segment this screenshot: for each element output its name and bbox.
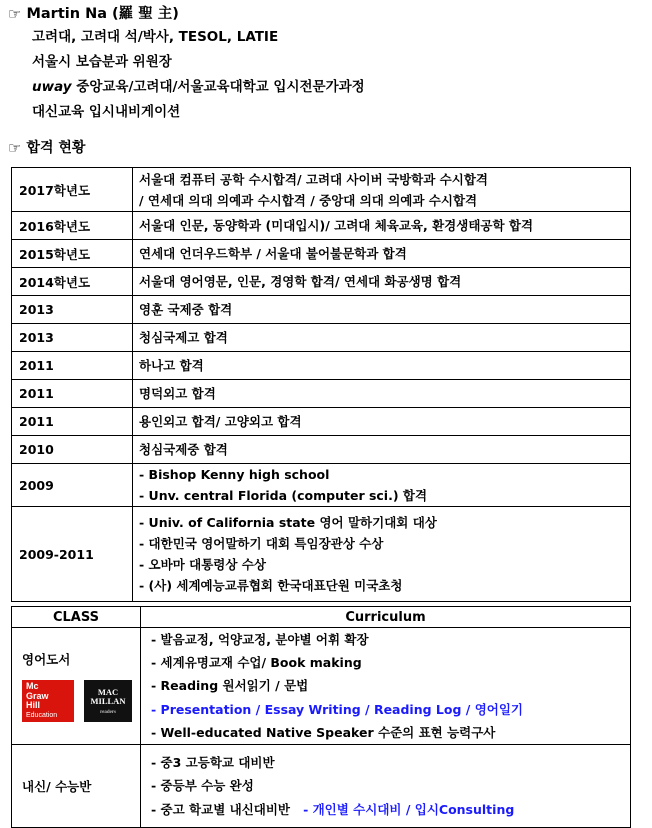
record-line: 연세대 언더우드학부 / 서울대 불어불문학과 합격 bbox=[139, 246, 407, 261]
curriculum-item: - 세계유명교재 수업/ Book making bbox=[151, 655, 362, 671]
class-label: 내신/ 수능반 bbox=[22, 779, 92, 795]
pointing-hand-icon: ☞ bbox=[8, 139, 22, 157]
record-line: 서울대 영어영문, 인문, 경영학 합격/ 연세대 화공생명 합격 bbox=[139, 274, 462, 289]
record-detail bbox=[133, 168, 631, 212]
record-line: - 오바마 대통령상 수상 bbox=[139, 557, 266, 572]
record-row bbox=[12, 212, 631, 240]
record-detail bbox=[133, 268, 631, 296]
record-line: / 연세대 의대 의예과 수시합격 / 중앙대 의대 의예과 수시합격 bbox=[139, 192, 478, 208]
record-detail bbox=[133, 212, 631, 240]
curriculum-item: - Well-educated Native Speaker 수준의 표현 능력구사 bbox=[151, 724, 496, 740]
admission-records-table bbox=[11, 167, 631, 602]
record-detail bbox=[133, 464, 631, 507]
record-row bbox=[12, 168, 631, 212]
publisher-logos bbox=[22, 680, 140, 722]
record-line: 청심국제중 합격 bbox=[139, 442, 228, 457]
record-year: 2011 bbox=[12, 380, 133, 408]
bio-credential: 고려대, 고려대 석/박사, TESOL, LATIE bbox=[32, 29, 279, 45]
record-row bbox=[12, 240, 631, 268]
curriculum-header-row bbox=[12, 607, 631, 628]
record-line: - Bishop Kenny high school bbox=[139, 467, 330, 482]
record-year: 2016학년도 bbox=[12, 212, 133, 240]
record-line: - 대한민국 영어말하기 대회 특임장관상 수상 bbox=[139, 536, 384, 551]
record-line: 명덕외고 합격 bbox=[139, 386, 216, 401]
record-detail bbox=[133, 408, 631, 436]
curriculum-item-highlight: - Presentation / Essay Writing / Reading Log / 영어일기 bbox=[151, 701, 523, 717]
record-row bbox=[12, 507, 631, 602]
record-detail bbox=[133, 436, 631, 464]
mcgraw-hill-logo: Mc Graw Hill Education bbox=[22, 680, 74, 722]
record-year: 2010 bbox=[12, 436, 133, 464]
records-title: 합격 현황 bbox=[26, 140, 86, 156]
record-detail bbox=[133, 507, 631, 602]
records-section-title bbox=[8, 137, 85, 159]
record-row bbox=[12, 464, 631, 507]
record-line: 하나고 합격 bbox=[139, 358, 204, 373]
record-line: - (사) 세계예능교류협회 한국대표단원 미국초청 bbox=[139, 578, 403, 593]
bio-credential: 대신교육 입시내비게이션 bbox=[32, 104, 181, 120]
record-line: - Univ. of California state 영어 말하기대회 대상 bbox=[139, 515, 437, 530]
class-cell bbox=[12, 745, 141, 828]
record-row bbox=[12, 268, 631, 296]
pointing-hand-icon: ☞ bbox=[8, 5, 22, 23]
record-row bbox=[12, 352, 631, 380]
record-year: 2013 bbox=[12, 324, 133, 352]
class-header: CLASS bbox=[12, 607, 141, 628]
record-line: 용인외고 합격/ 고양외고 합격 bbox=[139, 414, 302, 429]
curriculum-header: Curriculum bbox=[141, 607, 631, 628]
curriculum-row bbox=[12, 745, 631, 828]
record-detail bbox=[133, 240, 631, 268]
record-detail bbox=[133, 352, 631, 380]
record-detail bbox=[133, 296, 631, 324]
curriculum-item: - 중등부 수능 완성 bbox=[151, 778, 254, 794]
bio-credential: 서울시 보습분과 위원장 bbox=[32, 54, 172, 70]
record-line: - Unv. central Florida (computer sci.) 합격 bbox=[139, 488, 428, 503]
record-detail bbox=[133, 324, 631, 352]
class-cell bbox=[12, 628, 141, 745]
record-year: 2014학년도 bbox=[12, 268, 133, 296]
record-line: 영훈 국제중 합격 bbox=[139, 302, 233, 317]
curriculum-item: - Reading 원서읽기 / 문법 bbox=[151, 678, 309, 694]
record-line: 서울대 컴퓨터 공학 수시합격/ 고려대 사이버 국방학과 수시합격 bbox=[139, 171, 488, 187]
record-row bbox=[12, 296, 631, 324]
curriculum-table bbox=[11, 606, 631, 828]
record-row bbox=[12, 436, 631, 464]
record-line: 청심국제고 합격 bbox=[139, 330, 228, 345]
bio-name: Martin Na (羅 聖 主) bbox=[26, 6, 179, 22]
uway-logo-text: uway bbox=[32, 79, 72, 95]
curriculum-item: - 중3 고등학교 대비반 bbox=[151, 755, 275, 771]
class-label: 영어도서 bbox=[22, 652, 71, 667]
curriculum-items-cell bbox=[141, 628, 631, 745]
bio-credential: uway 중앙교육/고려대/서울교육대학교 입시전문가과정 bbox=[32, 79, 365, 95]
record-row bbox=[12, 380, 631, 408]
record-detail bbox=[133, 380, 631, 408]
record-row bbox=[12, 408, 631, 436]
record-year: 2009 bbox=[12, 464, 133, 507]
curriculum-items-cell bbox=[141, 745, 631, 828]
record-year: 2011 bbox=[12, 352, 133, 380]
record-year: 2017학년도 bbox=[12, 168, 133, 212]
record-row bbox=[12, 324, 631, 352]
curriculum-item: - 중고 학교별 내신대비반 - 개인별 수시대비 / 입시Consulting bbox=[151, 801, 515, 817]
curriculum-item: - 발음교정, 억양교정, 분야별 어휘 확장 bbox=[151, 632, 369, 647]
record-year: 2009-2011 bbox=[12, 507, 133, 602]
record-year: 2015학년도 bbox=[12, 240, 133, 268]
bio-section bbox=[8, 4, 648, 125]
record-year: 2011 bbox=[12, 408, 133, 436]
curriculum-row bbox=[12, 628, 631, 745]
record-year: 2013 bbox=[12, 296, 133, 324]
record-line: 서울대 인문, 동양학과 (미대입시)/ 고려대 체육교육, 환경생태공학 합격 bbox=[139, 218, 534, 233]
bio-name-line bbox=[8, 4, 648, 25]
consulting-highlight: - 개인별 수시대비 / 입시Consulting bbox=[303, 801, 515, 817]
macmillan-logo: MAC MILLAN readers bbox=[84, 680, 132, 722]
